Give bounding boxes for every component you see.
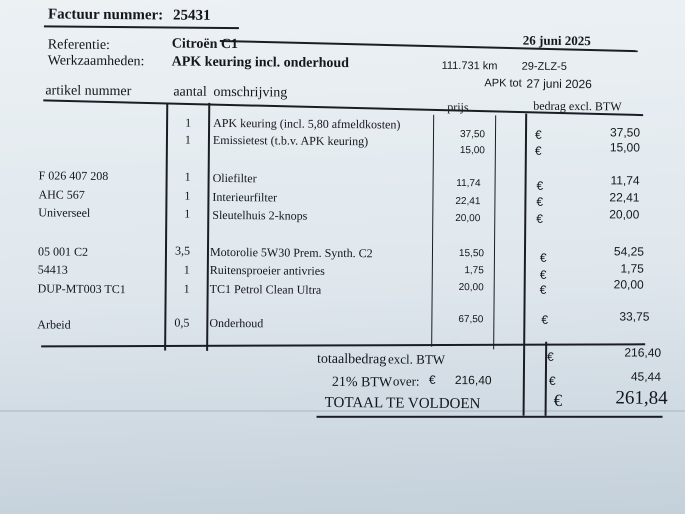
row-8-currency: € <box>539 282 547 297</box>
row-1-price: 37,50 <box>459 129 486 141</box>
row-6-qty: 3,5 <box>174 243 191 258</box>
row-9-qty: 0,5 <box>174 315 190 330</box>
row-2-desc: Emissietest (t.b.v. APK keuring) <box>212 132 369 149</box>
row-3-price: 11,74 <box>456 178 481 190</box>
row-5-qty: 1 <box>184 206 191 221</box>
invoice-number-label: Factuur nummer: <box>47 6 164 24</box>
row-9-article: Arbeid <box>37 317 71 332</box>
row-7-qty: 1 <box>183 262 190 277</box>
row-9-currency: € <box>541 312 549 327</box>
column-qty: aantal <box>173 84 207 100</box>
row-2-currency: € <box>534 143 542 158</box>
row-5-article: Universeel <box>38 205 91 220</box>
row-9-desc: Onderhoud <box>209 315 264 331</box>
row-1-qty: 1 <box>185 115 192 130</box>
subtotal-currency: € <box>547 349 554 364</box>
vat-over-label: over: <box>392 373 420 389</box>
row-3-desc: Oliefilter <box>212 170 257 186</box>
header-underline <box>44 25 239 29</box>
column-amount: bedrag excl. BTW <box>533 98 622 114</box>
row-8-article: DUP-MT003 TC1 <box>37 281 126 297</box>
row-5-currency: € <box>536 211 544 226</box>
vat-base-currency: € <box>428 372 436 387</box>
row-5-price: 20,00 <box>455 213 481 225</box>
divider-description <box>206 103 210 351</box>
row-2-amount: 15,00 <box>609 140 640 155</box>
row-6-currency: € <box>539 250 547 265</box>
row-4-qty: 1 <box>184 188 191 203</box>
work-label: Werkzaamheden: <box>47 53 145 70</box>
row-4-article: AHC 567 <box>38 187 85 202</box>
row-4-desc: Interieurfilter <box>212 189 278 205</box>
column-description: omschrijving <box>213 84 288 101</box>
reference-value: Citroën C1 <box>171 36 239 53</box>
mileage: 111.731 km <box>441 59 498 73</box>
divider-amount <box>523 114 527 416</box>
row-3-amount: 11,74 <box>610 173 640 188</box>
row-1-desc: APK keuring (incl. 5,80 afmeldkosten) <box>213 115 401 132</box>
row-6-desc: Motorolie 5W30 Prem. Synth. C2 <box>209 244 373 261</box>
row-5-amount: 20,00 <box>609 207 640 222</box>
subtotal-amount: 216,40 <box>624 345 662 360</box>
row-6-price: 15,50 <box>458 248 485 260</box>
apk-label: APK tot <box>484 77 522 90</box>
divider-price-right <box>493 115 496 349</box>
total-amount: 261,84 <box>615 387 668 409</box>
row-3-qty: 1 <box>184 169 191 184</box>
total-underline <box>317 416 663 418</box>
work-value: APK keuring incl. onderhoud <box>171 54 350 72</box>
vat-amount: 45,44 <box>630 369 661 384</box>
row-9-price: 67,50 <box>458 314 484 326</box>
table-bottom-rule <box>41 343 645 347</box>
row-1-currency: € <box>534 127 542 142</box>
row-7-amount: 1,75 <box>620 261 644 276</box>
total-currency: € <box>553 390 563 410</box>
row-7-price: 1,75 <box>464 265 484 277</box>
reference-label: Referentie: <box>47 37 111 53</box>
subtotal-suffix: excl. BTW <box>387 351 446 367</box>
row-8-qty: 1 <box>183 281 190 296</box>
row-5-desc: Sleutelhuis 2-knops <box>212 207 308 223</box>
invoice-number: 25431 <box>172 7 211 24</box>
apk-date: 27 juni 2026 <box>526 76 592 92</box>
row-2-qty: 1 <box>184 132 192 147</box>
invoice-date: 26 juni 2025 <box>522 32 591 49</box>
license-plate: 29-ZLZ-5 <box>521 60 567 73</box>
vat-base-amount: 216,40 <box>454 373 492 388</box>
divider-price-left <box>431 115 434 347</box>
row-1-amount: 37,50 <box>609 125 641 140</box>
total-label: TOTAAL TE VOLDOEN <box>324 394 481 413</box>
row-7-article: 54413 <box>37 262 68 277</box>
row-4-amount: 22,41 <box>609 190 640 205</box>
vat-label: 21% BTW <box>331 374 393 391</box>
row-3-currency: € <box>536 178 544 193</box>
row-8-desc: TC1 Petrol Clean Ultra <box>209 281 322 297</box>
row-4-price: 22,41 <box>455 196 481 208</box>
column-price: prijs <box>447 99 469 115</box>
row-7-currency: € <box>539 267 547 282</box>
row-8-amount: 20,00 <box>613 277 644 292</box>
row-6-article: 05 001 C2 <box>37 244 89 259</box>
row-8-price: 20,00 <box>458 282 484 294</box>
row-9-amount: 33,75 <box>619 309 650 324</box>
row-4-currency: € <box>536 194 544 209</box>
row-3-article: F 026 407 208 <box>38 168 109 183</box>
row-7-desc: Ruitensproeier antivries <box>209 262 325 278</box>
row-2-price: 15,00 <box>459 145 485 157</box>
vat-currency: € <box>548 373 556 388</box>
column-article: artikel nummer <box>45 83 132 100</box>
row-6-amount: 54,25 <box>613 244 645 259</box>
subtotal-label: totaalbedrag <box>316 351 387 368</box>
